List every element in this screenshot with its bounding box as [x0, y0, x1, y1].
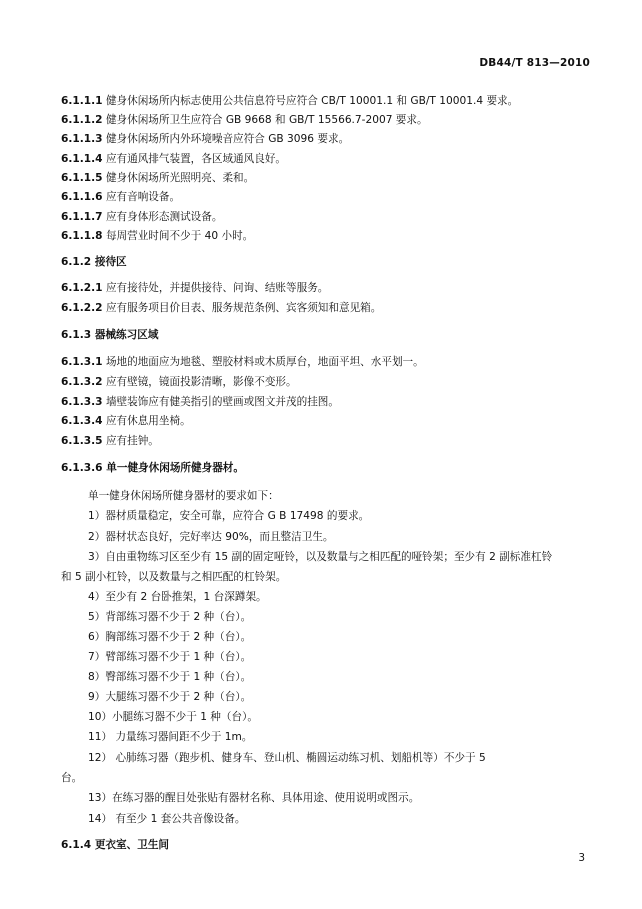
document-code: DB44/T 813—2010 — [479, 57, 590, 69]
list-item: 1）器材质量稳定，安全可靠，应符合 G B 17498 的要求。 — [88, 510, 370, 522]
clause-6-1-1-6: 6.1.1.6 应有音响设备。 — [61, 191, 181, 203]
clause-6-1-1-1: 6.1.1.1 健身休闲场所内标志使用公共信息符号应符合 CB/T 10001.1 和 GB/T 10001.4 要求。 — [61, 95, 519, 107]
clause-6-1-3-1: 6.1.3.1 场地的地面应为地毯、塑胶材料或木质厚台，地面平坦、水平划一。 — [61, 356, 424, 368]
clause-6-1-1-4: 6.1.1.4 应有通风排气装置，各区域通风良好。 — [61, 153, 287, 165]
clause-6-1-3-4: 6.1.3.4 应有休息用坐椅。 — [61, 415, 191, 427]
list-item: 9）大腿练习器不少于 2 种（台）。 — [88, 691, 252, 703]
list-item: 8）臀部练习器不少于 1 种（台）。 — [88, 671, 252, 683]
list-item: 2）器材状态良好，完好率达 90%，而且整洁卫生。 — [88, 531, 334, 543]
list-item: 5）背部练习器不少于 2 种（台）。 — [88, 611, 252, 623]
clause-6-1-3-5: 6.1.3.5 应有挂钟。 — [61, 435, 159, 447]
list-item: 6）胸部练习器不少于 2 种（台）。 — [88, 631, 252, 643]
list-item-continuation: 和 5 副小杠铃，以及数量与之相匹配的杠铃架。 — [61, 571, 287, 583]
clause-6-1-2-1: 6.1.2.1 应有接待处，并提供接待、问询、结账等服务。 — [61, 282, 329, 294]
page-number: 3 — [578, 852, 585, 864]
list-item-continuation: 台。 — [61, 772, 83, 784]
list-item: 10）小腿练习器不少于 1 种（台）。 — [88, 711, 258, 723]
heading-6-1-2: 6.1.2 接待区 — [61, 256, 127, 268]
clause-6-1-1-7: 6.1.1.7 应有身体形态测试设备。 — [61, 211, 223, 223]
list-item: 11） 力量练习器间距不少于 1m。 — [88, 731, 253, 743]
clause-6-1-1-3: 6.1.1.3 健身休闲场所内外环境噪音应符合 GB 3096 要求。 — [61, 133, 350, 145]
clause-6-1-2-2: 6.1.2.2 应有服务项目价目表、服务规范条例、宾客须知和意见箱。 — [61, 302, 382, 314]
heading-6-1-4: 6.1.4 更衣室、卫生间 — [61, 839, 170, 851]
list-item: 13）在练习器的醒目处张贴有器材名称、具体用途、使用说明或图示。 — [88, 792, 420, 804]
list-item: 12） 心肺练习器（跑步机、健身车、登山机、椭圆运动练习机、划船机等）不少于 5 — [88, 752, 486, 764]
clause-6-1-3-2: 6.1.3.2 应有壁镜，镜面投影清晰，影像不变形。 — [61, 376, 297, 388]
clause-6-1-3-3: 6.1.3.3 墙壁装饰应有健美指引的壁画或图文并茂的挂图。 — [61, 396, 339, 408]
clause-6-1-3-6: 6.1.3.6 单一健身休闲场所健身器材。 — [61, 462, 244, 474]
clause-6-1-1-5: 6.1.1.5 健身休闲场所光照明亮、柔和。 — [61, 172, 255, 184]
heading-6-1-3: 6.1.3 器械练习区域 — [61, 329, 159, 341]
clause-6-1-1-2: 6.1.1.2 健身休闲场所卫生应符合 GB 9668 和 GB/T 15566.7-2007 要求。 — [61, 114, 428, 126]
list-item: 4）至少有 2 台卧推架，1 台深蹲架。 — [88, 591, 267, 603]
list-item: 7）臂部练习器不少于 1 种（台）。 — [88, 651, 252, 663]
list-intro: 单一健身休闲场所健身器材的要求如下： — [88, 490, 279, 502]
clause-6-1-1-8: 6.1.1.8 每周营业时间不少于 40 小时。 — [61, 230, 254, 242]
list-item: 3）自由重物练习区至少有 15 副的固定哑铃，以及数量与之相匹配的哑铃架；至少有 2 副标准杠铃 — [88, 551, 553, 563]
list-item: 14） 有至少 1 套公共音像设备。 — [88, 813, 246, 825]
